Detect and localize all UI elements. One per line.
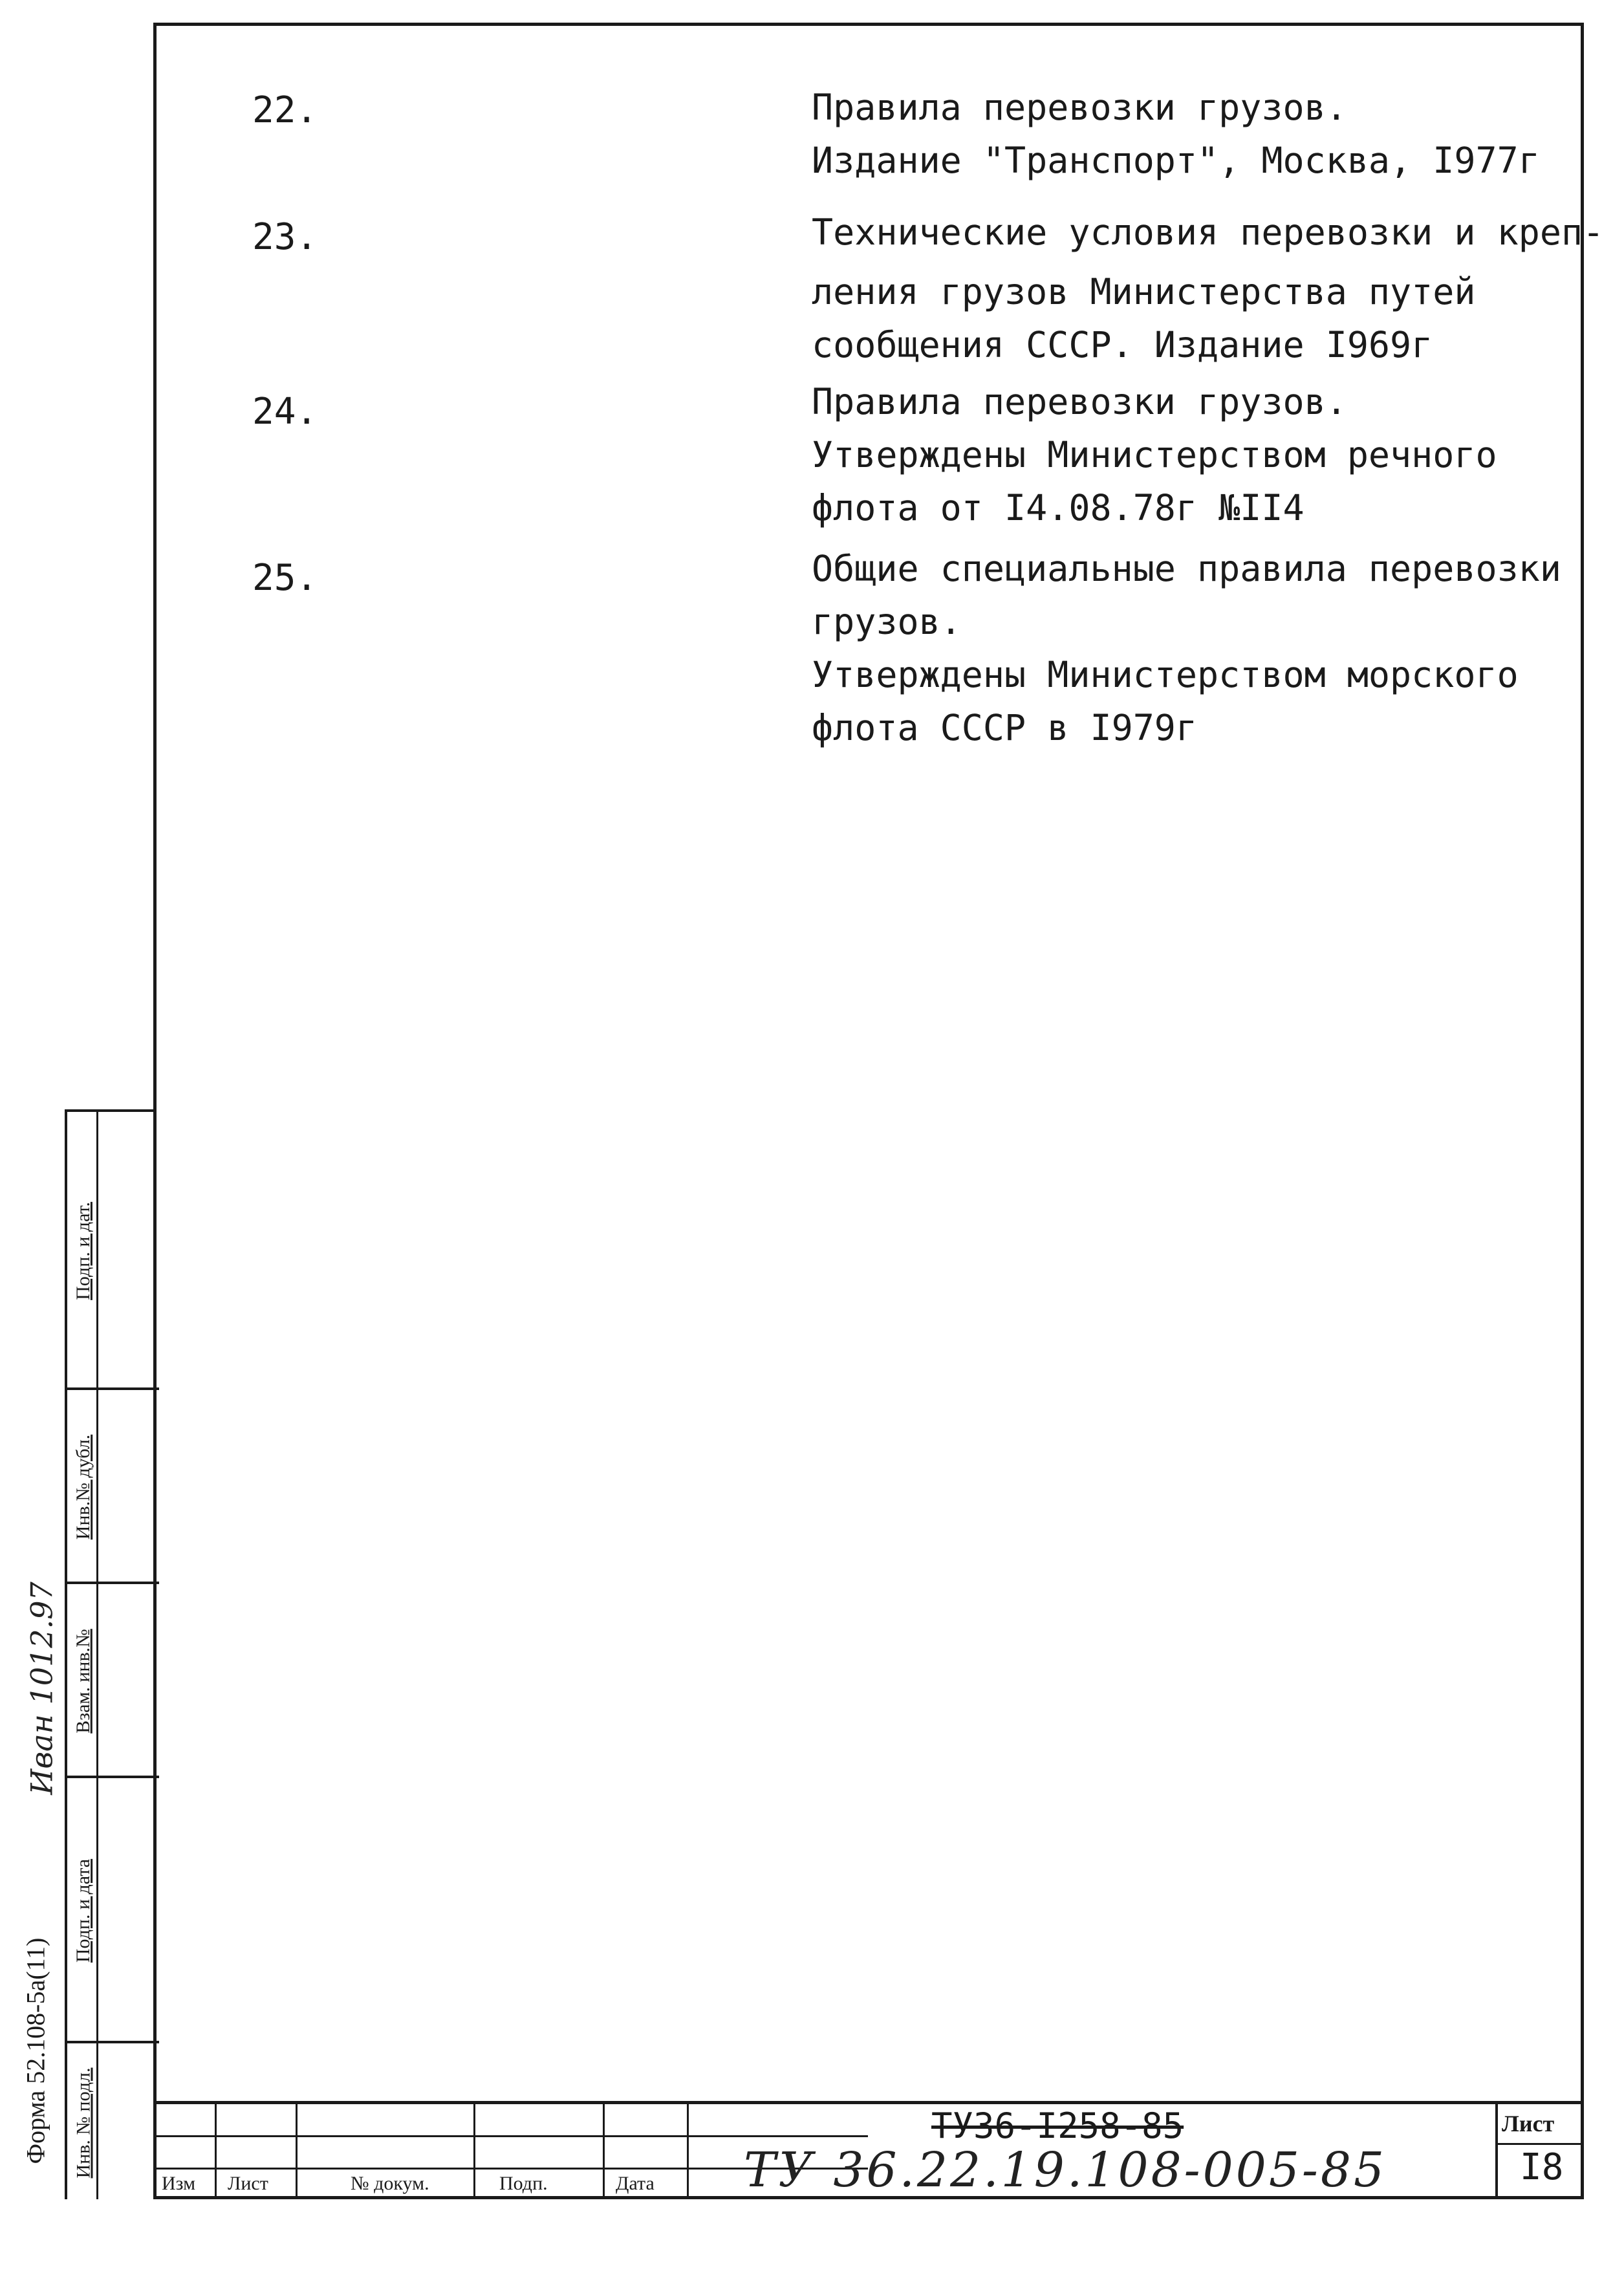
col-list: Лист	[228, 2173, 268, 2194]
col-podp: Подп.	[499, 2173, 548, 2194]
entry-line: Общие специальные правила перевозки	[812, 548, 1561, 589]
entry-text	[812, 206, 1605, 371]
side-cell-podp-data	[67, 1778, 159, 2043]
side-cell-podp-top	[67, 1112, 159, 1390]
side-cell-vzam-inv	[67, 1584, 159, 1778]
entry-text	[812, 542, 1575, 754]
entry-line: Издание "Транспорт", Москва, I977г	[812, 140, 1540, 181]
entry-line: Утверждены Министерством морского	[812, 654, 1519, 695]
entry-text	[812, 375, 1575, 534]
sheet-label: Лист	[1502, 2111, 1555, 2137]
entry-line: ления грузов Министерства путей	[812, 271, 1476, 312]
entry-number: 22.	[252, 89, 318, 131]
entry-line: флота от I4.08.78г №II4	[812, 487, 1305, 528]
entry-number: 24.	[252, 391, 318, 433]
side-cell-inv-podl	[67, 2043, 159, 2202]
entry-line: Правила перевозки грузов.	[812, 381, 1347, 422]
side-cell-inv-dubl	[67, 1390, 159, 1584]
entry-line: флота СССР в I979г	[812, 707, 1198, 748]
entry-text	[812, 81, 1575, 187]
document-code: ТУ36-I258-85	[931, 2105, 1184, 2146]
entry-line: Правила перевозки грузов.	[812, 87, 1347, 128]
side-label: Подп. и дата	[72, 1858, 94, 1963]
col-n-dokum: № докум.	[351, 2173, 429, 2194]
entry-line: грузов.	[812, 601, 962, 642]
form-number: Форма 52.108-5а(11)	[21, 1937, 50, 2164]
entry-number: 25.	[252, 557, 318, 599]
entry-number: 23.	[252, 216, 318, 258]
handwritten-signature: Иван 1012.97	[25, 1582, 60, 1795]
sheet-number: I8	[1520, 2146, 1564, 2188]
entry-line: Технические условия перевозки и креп-	[812, 212, 1605, 253]
entry-line: Утверждены Министерством речного	[812, 434, 1497, 475]
side-label: Инв. № подл.	[72, 2067, 94, 2178]
col-data: Дата	[616, 2173, 655, 2194]
entry-line: сообщения СССР. Издание I969г	[812, 324, 1433, 365]
document-code-handwritten: ТУ 36.22.19.108-005-85	[744, 2142, 1387, 2198]
side-stamp	[65, 1109, 157, 2199]
side-label: Инв.№ дубл.	[72, 1434, 94, 1540]
col-izm: Изм	[162, 2173, 196, 2194]
side-label: Взам. инв.№	[72, 1629, 94, 1734]
side-label: Подп. и дат.	[72, 1202, 94, 1300]
